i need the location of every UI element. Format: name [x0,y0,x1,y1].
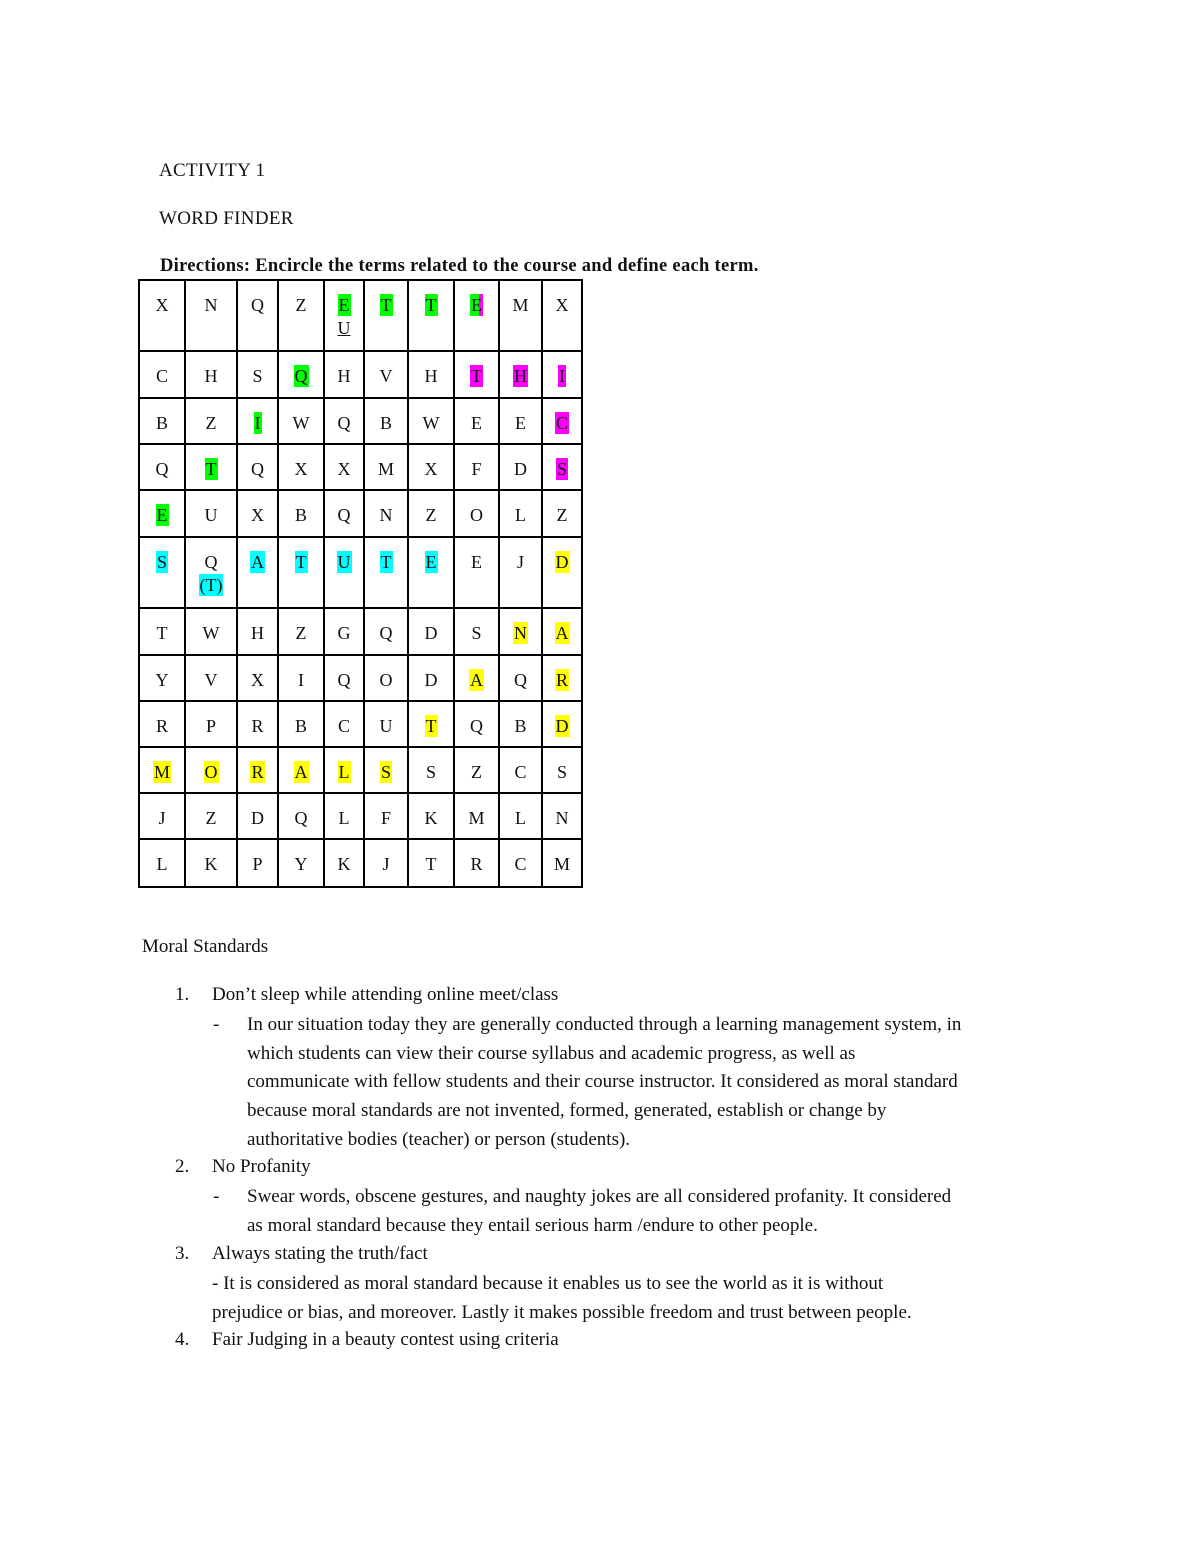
grid-cell [499,839,542,887]
grid-cell [185,701,237,747]
item-description [247,1183,1077,1240]
grid-cell [324,444,364,490]
grid-letter: A [470,670,483,690]
grid-letter: Q [337,670,351,690]
grid-cell [237,793,278,839]
grid-letter: L [338,808,350,828]
grid-letter: Z [295,295,307,315]
grid-letter: Z [205,413,217,433]
grid-cell [408,608,454,655]
grid-cell [139,351,185,398]
grid-cell [542,490,582,537]
grid-letter: L [338,762,350,782]
grid-letter: W [422,413,440,433]
grid-letter: E [471,552,482,572]
grid-letter: T [425,716,437,736]
grid-cell [324,839,364,887]
grid-cell [324,280,364,351]
grid-letter: M [553,854,570,874]
description-line: as moral standard because they entail serious harm /endure to other people. [247,1214,818,1236]
grid-row [139,490,582,537]
grid-cell [499,490,542,537]
item-description [212,1270,1082,1327]
grid-cell [139,608,185,655]
grid-cell [324,747,364,793]
grid-letter: C [514,762,527,782]
grid-letter: L [515,808,526,828]
grid-sub-letter: (T) [199,575,223,595]
grid-letter: D [514,459,527,479]
grid-letter: H [251,623,264,643]
grid-letter: T [425,295,437,315]
grid-cell [278,839,324,887]
grid-cell [278,537,324,608]
grid-cell [324,398,364,444]
grid-cell [542,793,582,839]
grid-cell [499,793,542,839]
grid-cell [364,280,408,351]
grid-letter: U [379,716,393,736]
grid-letter: Q [204,552,218,572]
grid-letter: Q [251,459,264,479]
grid-letter: B [379,413,392,433]
grid-letter: N [204,295,218,315]
grid-letter: N [379,505,393,525]
grid-cell [408,793,454,839]
grid-letter: M [468,808,485,828]
grid-letter: P [252,854,263,874]
item-title: Don’t sleep while attending online meet/class [212,984,559,1005]
grid-letter: N [514,623,527,643]
grid-letter: L [156,854,168,874]
item-number: 4. [175,1329,190,1350]
item-title: Always stating the truth/fact [212,1243,428,1264]
grid-cell [364,351,408,398]
grid-cell [364,747,408,793]
grid-letter: S [471,623,482,643]
grid-cell [185,747,237,793]
grid-letter: R [251,762,264,782]
grid-cell [185,608,237,655]
item-dash: - [213,1186,220,1207]
description-line: - It is considered as moral standard because it enables us to see the world as it is without [212,1273,884,1294]
grid-cell [139,701,185,747]
grid-letter: O [379,670,393,690]
grid-letter: E [425,552,437,572]
grid-letter: Y [155,670,169,690]
grid-letter: J [382,854,390,874]
description-line: In our situation today they are generally conducted through a learning management system, in [247,1014,962,1035]
grid-letter: D [251,808,264,828]
item-dash: - [213,1014,220,1035]
grid-sub-letter: U [337,318,351,338]
grid-letter: I [298,670,304,690]
grid-letter: E [338,295,350,315]
grid-cell [454,747,499,793]
grid-cell [237,655,278,701]
grid-letter: Q [514,670,527,690]
grid-row [139,351,582,398]
grid-letter: E [156,505,168,525]
grid-cell [454,701,499,747]
grid-cell [454,351,499,398]
grid-cell [408,747,454,793]
grid-cell [408,490,454,537]
grid-cell [499,444,542,490]
grid-letter: S [425,762,436,782]
grid-letter: D [424,670,438,690]
grid-letter: U [337,552,351,572]
grid-letter: S [252,366,263,386]
grid-row [139,655,582,701]
grid-cell [454,444,499,490]
grid-letter: Z [205,808,217,828]
grid-letter: F [471,459,482,479]
grid-letter: M [512,295,529,315]
grid-cell [408,444,454,490]
grid-cell [454,608,499,655]
grid-cell [542,747,582,793]
grid-row [139,537,582,608]
grid-cell [139,280,185,351]
grid-cell [324,701,364,747]
grid-cell [139,398,185,444]
grid-cell [139,747,185,793]
grid-cell [499,280,542,351]
grid-letter: G [337,623,351,643]
grid-row [139,280,582,351]
grid-cell [542,444,582,490]
grid-letter: X [337,459,351,479]
grid-letter: R [251,716,264,736]
grid-cell [454,280,499,351]
grid-letter: S [380,762,391,782]
grid-letter: X [251,505,264,525]
grid-letter: Z [556,505,568,525]
grid-cell [454,793,499,839]
grid-letter: H [424,366,438,386]
grid-letter: Z [295,623,307,643]
grid-row [139,747,582,793]
grid-letter: F [380,808,391,828]
grid-letter: T [380,295,392,315]
grid-letter: M [153,762,170,782]
grid-letter: Y [294,854,308,874]
grid-cell [278,655,324,701]
grid-cell [237,608,278,655]
grid-letter: R [555,670,568,690]
grid-cell [454,655,499,701]
grid-cell [542,839,582,887]
grid-letter: R [155,716,168,736]
description-line: which students can view their course syllabus and academic progress, as well as [247,1042,856,1064]
grid-cell [408,351,454,398]
grid-letter: D [555,716,569,736]
grid-cell [185,537,237,608]
grid-cell [185,793,237,839]
grid-cell [278,490,324,537]
grid-cell [278,444,324,490]
grid-letter: K [337,854,351,874]
grid-cell [542,398,582,444]
description-line: Swear words, obscene gestures, and naughty jokes are all considered profanity. It considered [247,1186,952,1207]
section-title: Moral Standards [142,936,269,957]
grid-cell [324,351,364,398]
grid-letter: B [294,716,307,736]
grid-cell [324,490,364,537]
grid-cell [185,839,237,887]
grid-cell [324,608,364,655]
grid-cell [499,398,542,444]
grid-cell [185,490,237,537]
grid-cell [364,398,408,444]
grid-letter: Q [470,716,483,736]
grid-letter: E [471,413,482,433]
grid-letter: X [294,459,308,479]
grid-cell [454,398,499,444]
grid-letter: I [559,366,565,386]
description-line: prejudice or bias, and moreover. Lastly it makes possible freedom and trust between people. [212,1301,912,1323]
grid-letter: Z [425,505,437,525]
grid-cell [237,444,278,490]
grid-letter: S [556,762,567,782]
grid-cell [408,655,454,701]
grid-letter: X [424,459,438,479]
grid-letter: V [204,670,218,690]
grid-letter: H [204,366,218,386]
grid-cell [542,655,582,701]
grid-cell [185,398,237,444]
grid-cell [237,747,278,793]
grid-letter: B [514,716,527,736]
grid-row [139,793,582,839]
grid-cell [542,351,582,398]
grid-cell [139,537,185,608]
grid-cell [278,608,324,655]
grid-cell [454,537,499,608]
grid-cell [185,444,237,490]
grid-letter: N [555,808,569,828]
grid-cell [364,701,408,747]
grid-letter: A [251,552,264,572]
grid-letter: Q [337,505,351,525]
grid-cell [542,537,582,608]
grid-cell [278,398,324,444]
grid-letter: J [516,552,524,572]
grid-cell [237,701,278,747]
grid-cell [237,351,278,398]
item-title: Fair Judging in a beauty contest using criteria [212,1329,559,1350]
grid-letter: T [380,552,392,572]
grid-letter: J [158,808,166,828]
grid-cell [237,280,278,351]
grid-letter: Z [471,762,482,782]
grid-letter: C [337,716,350,736]
grid-row [139,839,582,887]
grid-cell [185,351,237,398]
item-number: 1. [175,984,190,1005]
grid-cell [278,280,324,351]
grid-cell [278,351,324,398]
grid-letter: Q [155,459,169,479]
grid-cell [499,747,542,793]
grid-cell [499,608,542,655]
grid-cell [237,537,278,608]
grid-cell [237,398,278,444]
item-title: No Profanity [212,1156,311,1177]
directions-text: Directions: Encircle the terms related to the course and define each term. [160,256,759,276]
grid-row [139,398,582,444]
grid-cell [364,537,408,608]
item-number: 3. [175,1243,190,1264]
grid-letter: C [555,413,568,433]
grid-letter: T [295,552,307,572]
grid-cell [324,655,364,701]
grid-cell [364,655,408,701]
grid-letter: L [515,505,526,525]
grid-letter: Q [251,295,264,315]
grid-cell [139,839,185,887]
grid-cell [499,701,542,747]
grid-cell [408,537,454,608]
grid-cell [499,655,542,701]
grid-cell [408,701,454,747]
grid-letter: T [156,623,168,643]
grid-letter: K [424,808,438,828]
grid-row [139,444,582,490]
grid-cell [324,537,364,608]
grid-cell [185,280,237,351]
grid-letter: M [377,459,394,479]
grid-cell [364,608,408,655]
word-finder-grid [138,279,583,888]
grid-letter: S [556,459,567,479]
grid-letter: X [155,295,169,315]
grid-cell [278,747,324,793]
grid-cell [364,793,408,839]
grid-cell [499,537,542,608]
grid-letter: W [292,413,310,433]
grid-letter: Q [379,623,393,643]
grid-cell [364,490,408,537]
grid-letter: X [555,295,569,315]
grid-letter: O [204,762,218,782]
activity-heading: ACTIVITY 1 [159,160,266,181]
grid-letter: V [379,366,393,386]
grid-letter: P [205,716,216,736]
grid-row [139,608,582,655]
grid-letter: R [470,854,483,874]
grid-letter: H [337,366,351,386]
grid-letter: T [471,366,482,386]
item-number: 2. [175,1156,190,1177]
grid-letter: O [470,505,483,525]
grid-letter: I [254,413,261,433]
grid-cell [364,839,408,887]
description-line: communicate with fellow students and their course instructor. It considered as moral standard [247,1071,958,1093]
grid-letter: A [555,623,569,643]
description-line: because moral standards are not invented, formed, generated, establish or change by [247,1100,887,1122]
grid-sub-wrapper [186,574,236,596]
grid-cell [278,701,324,747]
grid-letter: D [555,552,569,572]
grid-letter: S [156,552,167,572]
grid-cell [454,839,499,887]
grid-letter: Q [337,413,351,433]
grid-letter: E [471,295,482,315]
grid-cell [139,655,185,701]
grid-cell [408,280,454,351]
grid-cell [364,444,408,490]
word-finder-heading: WORD FINDER [159,208,294,229]
grid-cell [185,655,237,701]
grid-letter: U [204,505,218,525]
grid-cell [454,490,499,537]
grid-letter: C [155,366,168,386]
grid-cell [542,701,582,747]
grid-letter: W [202,623,220,643]
grid-cell [237,839,278,887]
description-line: authoritative bodies (teacher) or person (students). [247,1128,631,1150]
grid-letter: T [205,459,217,479]
grid-letter: B [155,413,168,433]
grid-cell [542,608,582,655]
item-description [247,1011,1077,1155]
grid-letter: C [514,854,527,874]
grid-letter: Q [294,366,308,386]
grid-cell [278,793,324,839]
grid-cell [139,490,185,537]
grid-row [139,701,582,747]
grid-letter: T [425,854,437,874]
grid-letter: A [294,762,308,782]
grid-letter: E [515,413,526,433]
grid-cell [139,793,185,839]
grid-letter: Q [294,808,308,828]
grid-letter: X [251,670,264,690]
grid-letter: H [514,366,527,386]
grid-cell [408,398,454,444]
grid-letter: D [424,623,438,643]
grid-cell [408,839,454,887]
grid-cell [237,490,278,537]
grid-cell [499,351,542,398]
grid-letter: B [294,505,307,525]
grid-cell [542,280,582,351]
grid-cell [139,444,185,490]
grid-cell [324,793,364,839]
grid-letter: K [204,854,218,874]
